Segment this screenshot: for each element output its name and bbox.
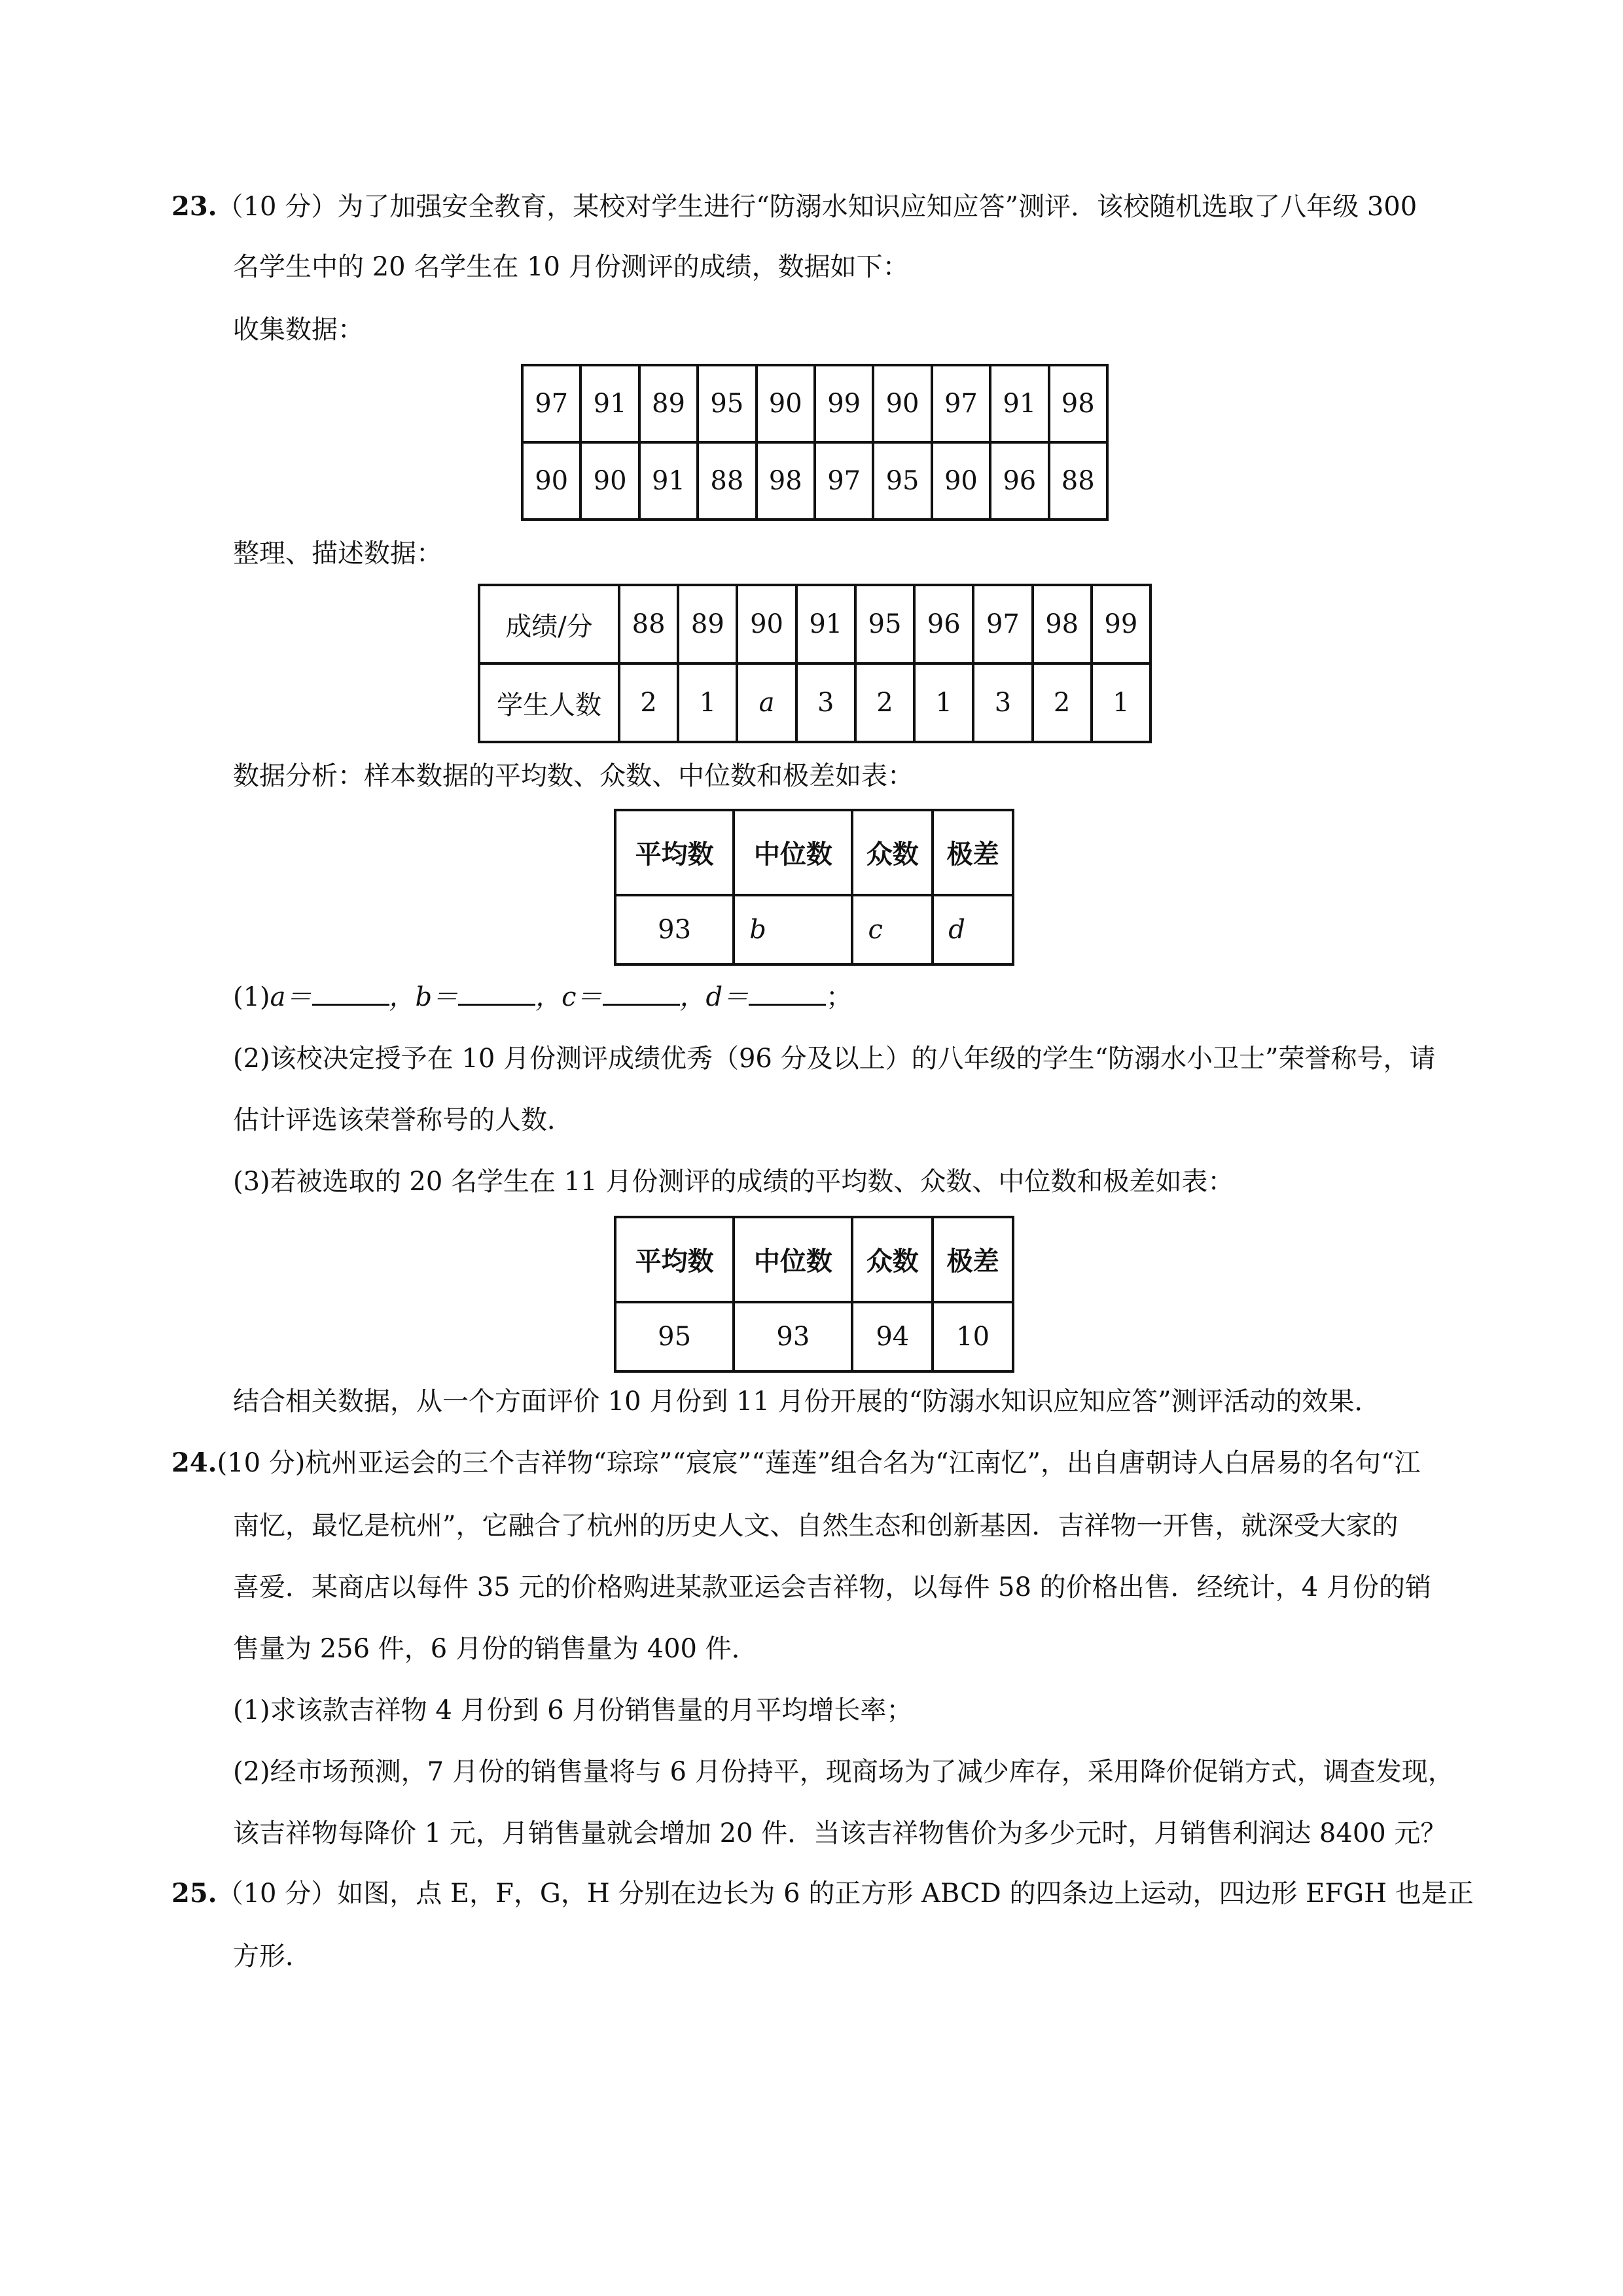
raw-data-cell: 90 — [932, 442, 990, 520]
stats-value-cell: c — [852, 895, 933, 964]
frequency-count-cell: 1 — [1092, 663, 1150, 742]
raw-data-cell: 95 — [698, 365, 756, 442]
raw-data-cell: 99 — [815, 365, 873, 442]
part1-end: ； — [826, 982, 853, 1012]
frequency-score-cell: 89 — [678, 585, 737, 663]
stats-value-cell: 94 — [852, 1302, 933, 1371]
q23-line1 — [171, 190, 1417, 224]
frequency-score-cell: 97 — [973, 585, 1032, 663]
answer-blank-d[interactable] — [749, 981, 826, 1006]
raw-data-cell: 91 — [639, 442, 698, 520]
q24-line1 — [171, 1446, 1420, 1480]
raw-data-cell: 97 — [522, 365, 580, 442]
q24-text-1: (10 分)杭州亚运会的三个吉祥物“琮琮”“宸宸”“莲莲”组合名为“江南忆”，出自唐朝诗人白居易的名句“江 — [217, 1448, 1421, 1478]
raw-data-table — [521, 364, 1109, 521]
q24-part2-line2: 该吉祥物每降价 1 元，月销售量就会增加 20 件．当该吉祥物售价为多少元时，月销售利润达 8400 元？ — [233, 1818, 1447, 1848]
stats-header-cell: 中位数 — [734, 810, 852, 895]
part1-a-label: a＝ — [270, 982, 312, 1012]
stats-value-cell: b — [734, 895, 852, 964]
frequency-score-row — [479, 585, 1150, 663]
raw-data-cell: 88 — [698, 442, 756, 520]
stats-october-value-row — [615, 895, 1013, 964]
q23-part2-line2: 估计评选该荣誉称号的人数． — [233, 1105, 573, 1135]
frequency-count-cell: 3 — [796, 663, 855, 742]
q25-line1 — [171, 1877, 1474, 1911]
raw-data-row — [522, 442, 1107, 520]
part1-c-label: ，c＝ — [535, 982, 603, 1012]
frequency-count-cell: 2 — [855, 663, 914, 742]
stats-header-cell: 平均数 — [615, 1217, 734, 1302]
stats-value-cell: 93 — [734, 1302, 852, 1371]
frequency-count-cell: 2 — [1033, 663, 1092, 742]
q23-part2-line1: (2)该校决定授予在 10 月份测评成绩优秀（96 分及以上）的八年级的学生“防溺水小卫士”荣誉称号，请 — [233, 1044, 1436, 1074]
raw-data-cell: 91 — [580, 365, 639, 442]
stats-value-cell: d — [933, 895, 1013, 964]
raw-data-cell: 88 — [1049, 442, 1107, 520]
raw-data-cell: 90 — [580, 442, 639, 520]
frequency-count-label: 学生人数 — [479, 663, 619, 742]
q25-number: 25. — [171, 1878, 217, 1909]
stats-header-cell: 众数 — [852, 810, 933, 895]
raw-data-cell: 96 — [990, 442, 1048, 520]
raw-data-cell: 90 — [522, 442, 580, 520]
stats-header-cell: 极差 — [933, 810, 1013, 895]
q24-line2: 南忆，最忆是杭州”，它融合了杭州的历史人文、自然生态和创新基因．吉祥物一开售，就深受大家的 — [233, 1511, 1399, 1541]
q23-number: 23. — [171, 191, 217, 222]
stats-value-cell: 10 — [933, 1302, 1013, 1371]
q24-part2-line1: (2)经市场预测，7 月份的销售量将与 6 月份持平，现商场为了减少库存，采用降价促销方式，调查发现， — [233, 1757, 1454, 1787]
raw-data-cell: 95 — [873, 442, 931, 520]
q23-part3-line1: (3)若被选取的 20 名学生在 11 月份测评的成绩的平均数、众数、中位数和极差如表： — [233, 1167, 1234, 1197]
frequency-score-label: 成绩/分 — [479, 585, 619, 663]
q24-part1: (1)求该款吉祥物 4 月份到 6 月份销售量的月平均增长率； — [233, 1695, 913, 1725]
stats-header-cell: 极差 — [933, 1217, 1013, 1302]
raw-data-cell: 91 — [990, 365, 1048, 442]
stats-header-cell: 中位数 — [734, 1217, 852, 1302]
frequency-score-cell: 90 — [737, 585, 796, 663]
stats-table-october — [614, 809, 1014, 966]
organize-data-label: 整理、描述数据： — [233, 539, 442, 569]
frequency-score-cell: 95 — [855, 585, 914, 663]
frequency-count-cell: a — [737, 663, 796, 742]
answer-blank-c[interactable] — [603, 981, 680, 1006]
frequency-count-cell: 1 — [678, 663, 737, 742]
stats-november-header-row — [615, 1217, 1013, 1302]
frequency-count-cell: 2 — [619, 663, 678, 742]
q24-line4: 售量为 256 件，6 月份的销售量为 400 件． — [233, 1634, 758, 1664]
q25-line2: 方形． — [233, 1941, 312, 1971]
q24-line3: 喜爱．某商店以每件 35 元的价格购进某款亚运会吉祥物，以每件 58 的价格出售．经统计，4 月份的销 — [233, 1572, 1431, 1602]
answer-blank-a[interactable] — [312, 981, 389, 1006]
raw-data-cell: 97 — [932, 365, 990, 442]
stats-value-cell: 93 — [615, 895, 734, 964]
frequency-table — [478, 584, 1152, 743]
frequency-score-cell: 99 — [1092, 585, 1150, 663]
part1-prefix: (1) — [233, 982, 270, 1012]
frequency-score-cell: 88 — [619, 585, 678, 663]
part1-b-label: ，b＝ — [389, 982, 459, 1012]
stats-october-header-row — [615, 810, 1013, 895]
raw-data-cell: 90 — [757, 365, 815, 442]
frequency-score-cell: 98 — [1033, 585, 1092, 663]
raw-data-cell: 98 — [1049, 365, 1107, 442]
frequency-score-cell: 91 — [796, 585, 855, 663]
q23-text-1: 为了加强安全教育，某校对学生进行“防溺水知识应知应答”测评．该校随机选取了八年级 300 — [337, 192, 1418, 222]
collect-data-label: 收集数据： — [233, 315, 364, 345]
raw-data-cell: 89 — [639, 365, 698, 442]
frequency-count-row — [479, 663, 1150, 742]
raw-data-cell: 90 — [873, 365, 931, 442]
stats-header-cell: 众数 — [852, 1217, 933, 1302]
frequency-count-cell: 3 — [973, 663, 1032, 742]
q25-score: （10 分） — [217, 1879, 338, 1909]
q24-number: 24. — [171, 1447, 217, 1478]
raw-data-cell: 97 — [815, 442, 873, 520]
q23-part1 — [233, 980, 852, 1014]
stats-november-value-row — [615, 1302, 1013, 1371]
stats-header-cell: 平均数 — [615, 810, 734, 895]
q25-text-1: 如图，点 E，F，G，H 分别在边长为 6 的正方形 ABCD 的四条边上运动，四边形 EFGH 也是正 — [337, 1879, 1474, 1909]
frequency-count-cell: 1 — [914, 663, 973, 742]
frequency-score-cell: 96 — [914, 585, 973, 663]
raw-data-cell: 98 — [757, 442, 815, 520]
part1-d-label: ，d＝ — [679, 982, 749, 1012]
q23-line2: 名学生中的 20 名学生在 10 月份测评的成绩，数据如下： — [233, 252, 909, 282]
stats-value-cell: 95 — [615, 1302, 734, 1371]
q23-part3-line2: 结合相关数据，从一个方面评价 10 月份到 11 月份开展的“防溺水知识应知应答”测评活动的效果． — [233, 1386, 1381, 1417]
raw-data-row — [522, 365, 1107, 442]
stats-table-november — [614, 1216, 1014, 1373]
q23-score: （10 分） — [217, 192, 338, 222]
answer-blank-b[interactable] — [458, 981, 535, 1006]
analysis-label: 数据分析：样本数据的平均数、众数、中位数和极差如表： — [233, 761, 914, 791]
